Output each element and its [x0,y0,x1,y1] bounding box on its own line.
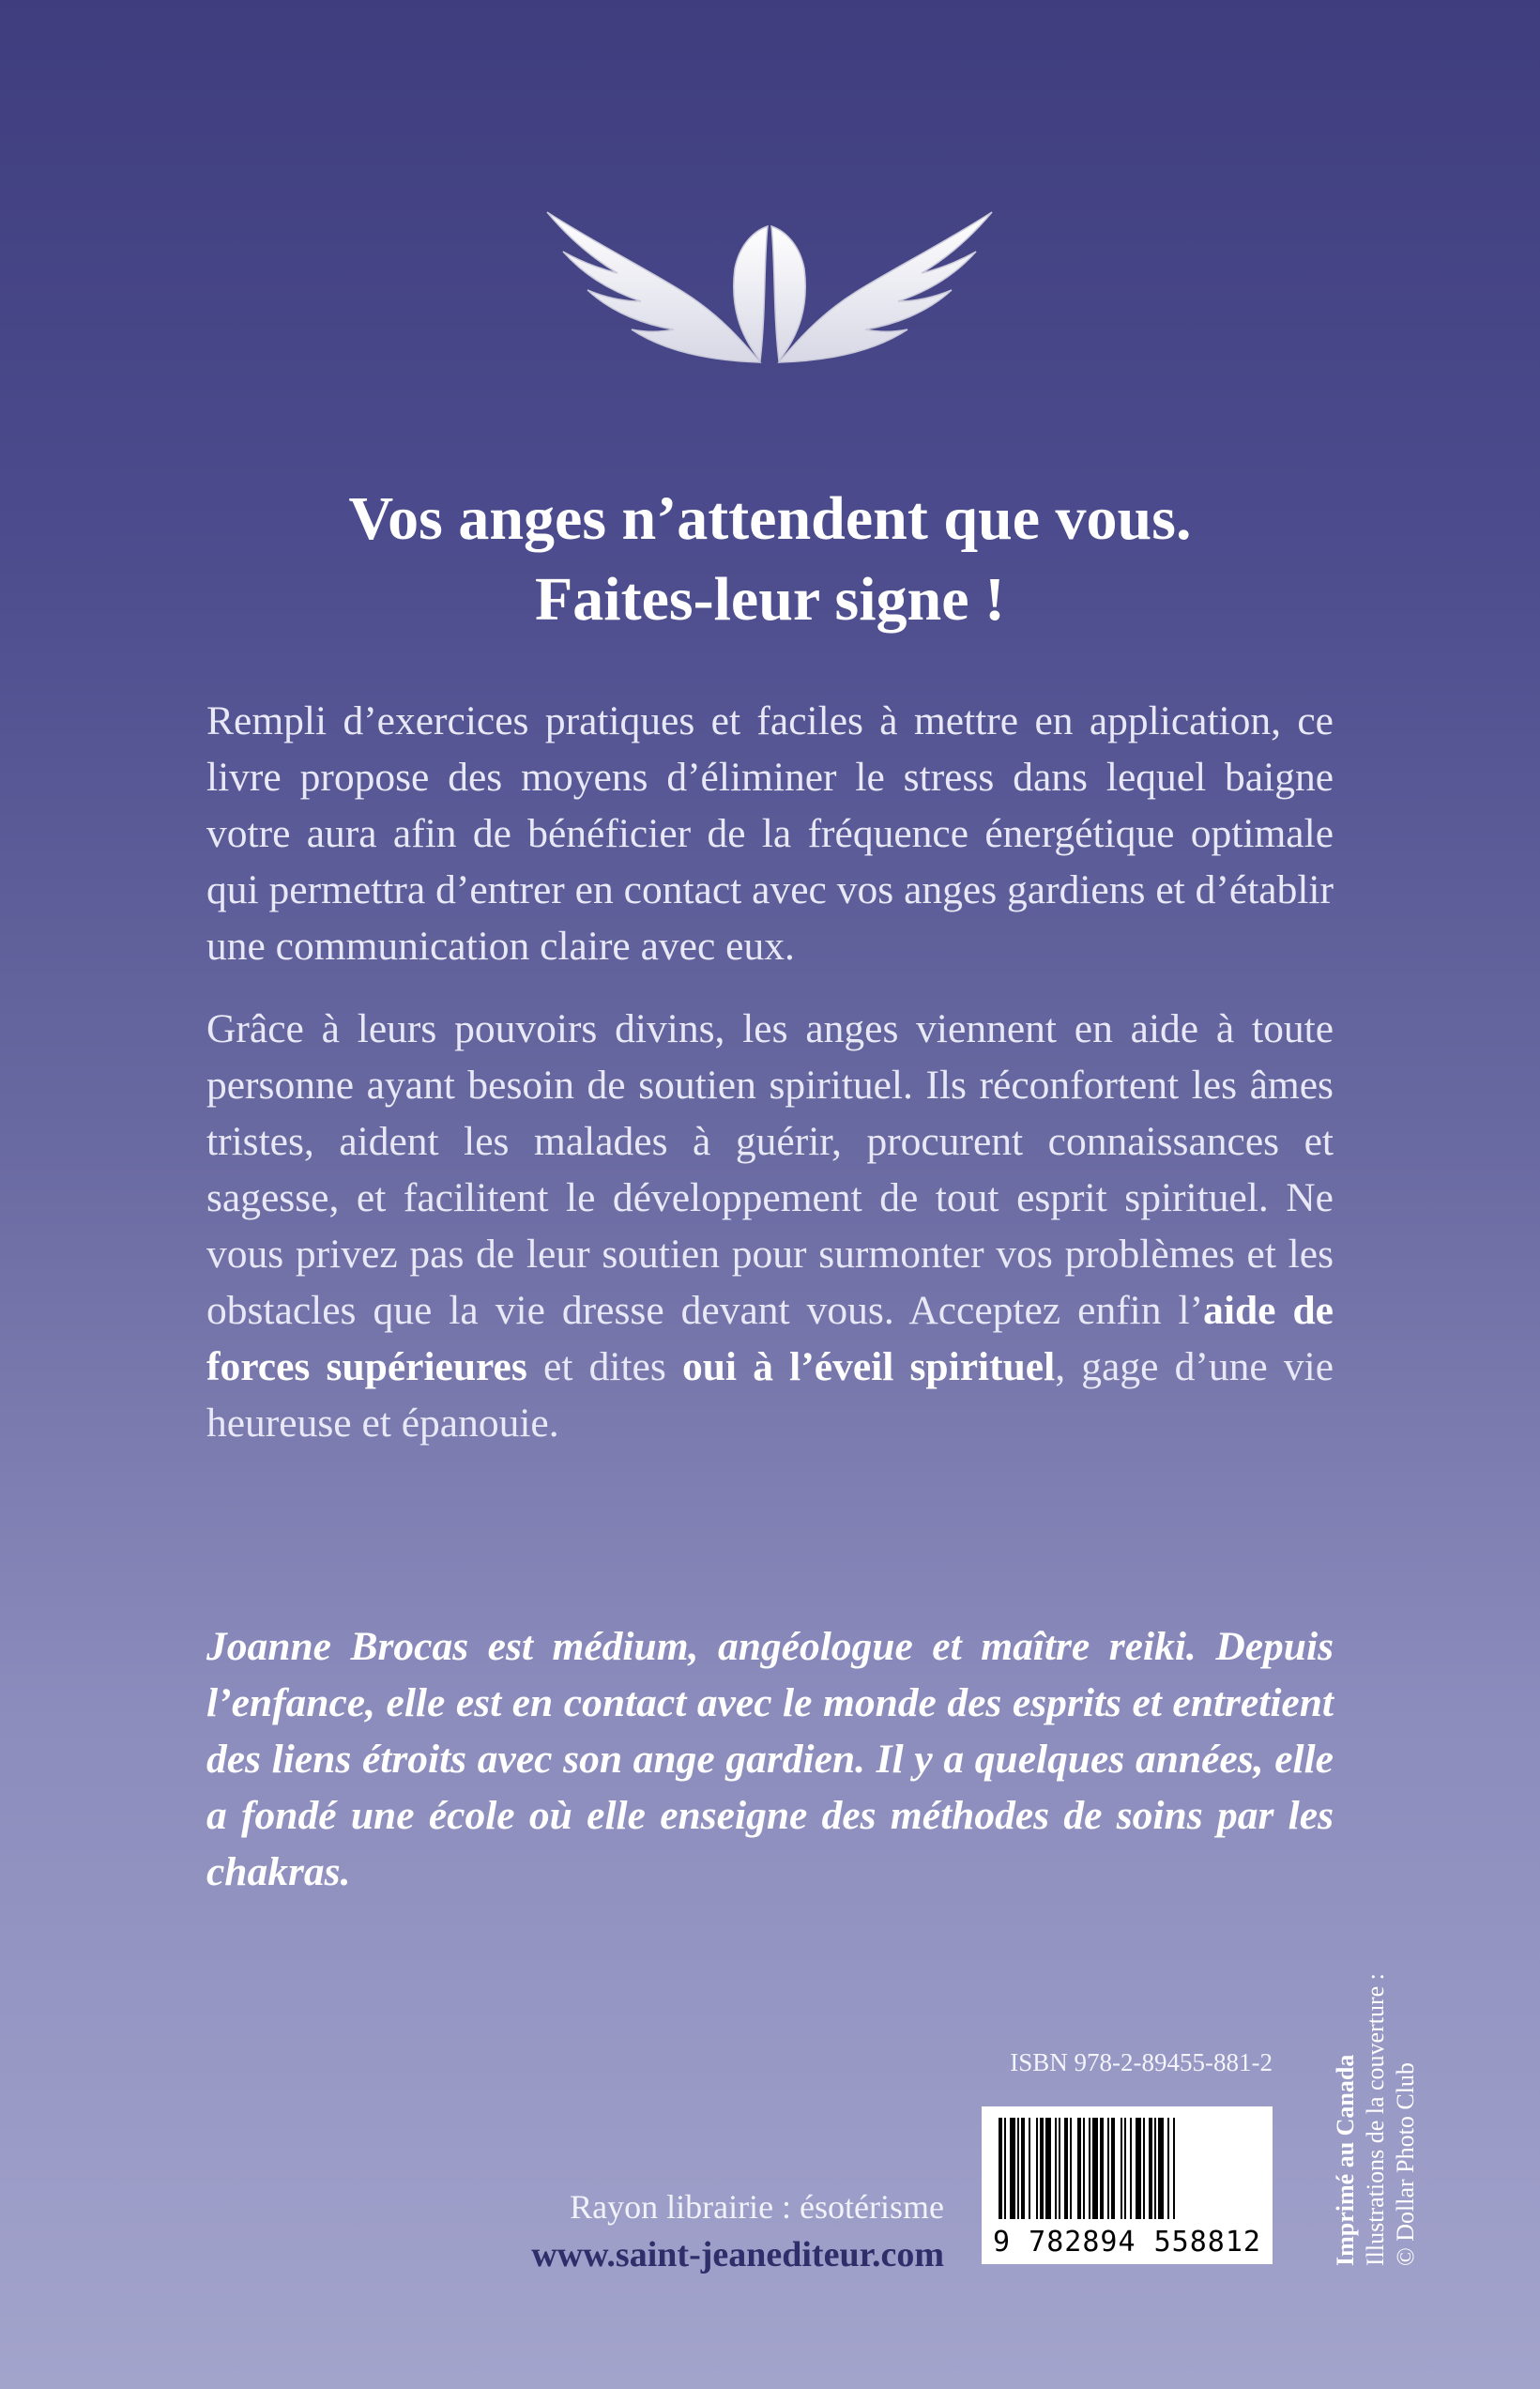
illustrations-credit: Illustrations de la couverture : [1362,1973,1389,2266]
barcode-bar [1089,2118,1090,2219]
barcode-bar [1029,2118,1030,2219]
barcode-bar [1100,2118,1104,2219]
barcode-bar [1083,2118,1085,2219]
barcode-bar [1055,2118,1057,2219]
barcode-number: 9 782894 558812 [993,2226,1261,2259]
left-wing [547,212,768,362]
barcode-bars [995,2118,1259,2219]
barcode [982,2106,1273,2264]
barcode-bar [1010,2118,1015,2219]
barcode-bar [1136,2118,1141,2219]
barcode-bar [1021,2118,1025,2219]
headline-line-1: Vos anges n’attendent que vous. [348,484,1192,553]
barcode-bar [1167,2118,1169,2219]
barcode-bar [1149,2118,1152,2219]
barcode-bar [1107,2118,1109,2219]
barcode-bar [1059,2118,1060,2219]
barcode-bar [1070,2118,1072,2219]
barcode-bar [1173,2118,1175,2219]
publisher-website: www.saint-jeanediteur.com [531,2235,944,2274]
author-bio: Joanne Brocas est médium, angéologue et maître reiki. Depuis l’enfance, elle est en contact avec le monde des esprits et entretient des liens étroits avec son ange gardien. Il y a quelques années, elle a fondé une école où elle enseigne des méthodes de soins par les chakras. [206,1624,1334,1894]
barcode-bar [1092,2118,1098,2219]
right-wing [771,212,992,362]
p2-bold-2: oui à l’éveil spirituel [681,1344,1056,1389]
isbn: ISBN 978-2-89455-881-2 [1010,2048,1273,2076]
barcode-bar [1017,2118,1019,2219]
barcode-bar [1158,2118,1164,2219]
barcode-bar [1077,2118,1081,2219]
p2-text-3: , gage d’une vie heureuse et épanouie. [206,1344,1334,1446]
barcode-bar [1130,2118,1132,2219]
barcode-bar [1036,2118,1038,2219]
barcode-bar [1040,2118,1044,2219]
shelf-category: Rayon librairie : ésotérisme [570,2188,944,2226]
angel-wings-icon [542,203,997,372]
p2-bold-1: aide de forces supérieures [206,1288,1334,1389]
barcode-bar [1154,2118,1156,2219]
barcode-bar [1124,2118,1126,2219]
barcode-bar [1064,2118,1068,2219]
p2-text-2: et dites [526,1344,682,1389]
barcode-bar [1111,2118,1115,2219]
barcode-bar [1121,2118,1122,2219]
headline-line-2: Faites-leur signe ! [534,565,1006,634]
headline [150,479,1390,640]
barcode-bar [999,2118,1002,2219]
barcode-bar [1004,2118,1006,2219]
description-paragraph-2 [206,1001,1334,1451]
p2-text-1: Grâce à leurs pouvoirs divins, les anges viennent en aide à toute personne ayant besoin de soutien spirituel. Ils réconfortent les âmes tristes, aident les malades à guérir, procurent connaissances et sagesse, et facilitent le développement de tout esprit spirituel. Ne vous privez pas de leur soutien pour surmonter vos problèmes et les obstacles que la vie dresse devant vous. Acceptez enfin l’ [206,1006,1334,1333]
photo-source: © Dollar Photo Club [1392,2062,1419,2266]
cover-credits [1331,1919,1443,2266]
description-paragraph-1: Rempli d’exercices pratiques et faciles à mettre en application, ce livre propose des moyens d’éliminer le stress dans lequel baigne votre aura afin de bénéficier de la fréquence énergétique optimale qui permettra d’entrer en contact avec vos anges gardiens et d’établir une communication claire avec eux. [206,698,1334,969]
barcode-bar [1045,2118,1051,2219]
barcode-bar [1143,2118,1145,2219]
printed-in: Imprimé au Canada [1332,2054,1359,2266]
description [206,693,1334,1478]
